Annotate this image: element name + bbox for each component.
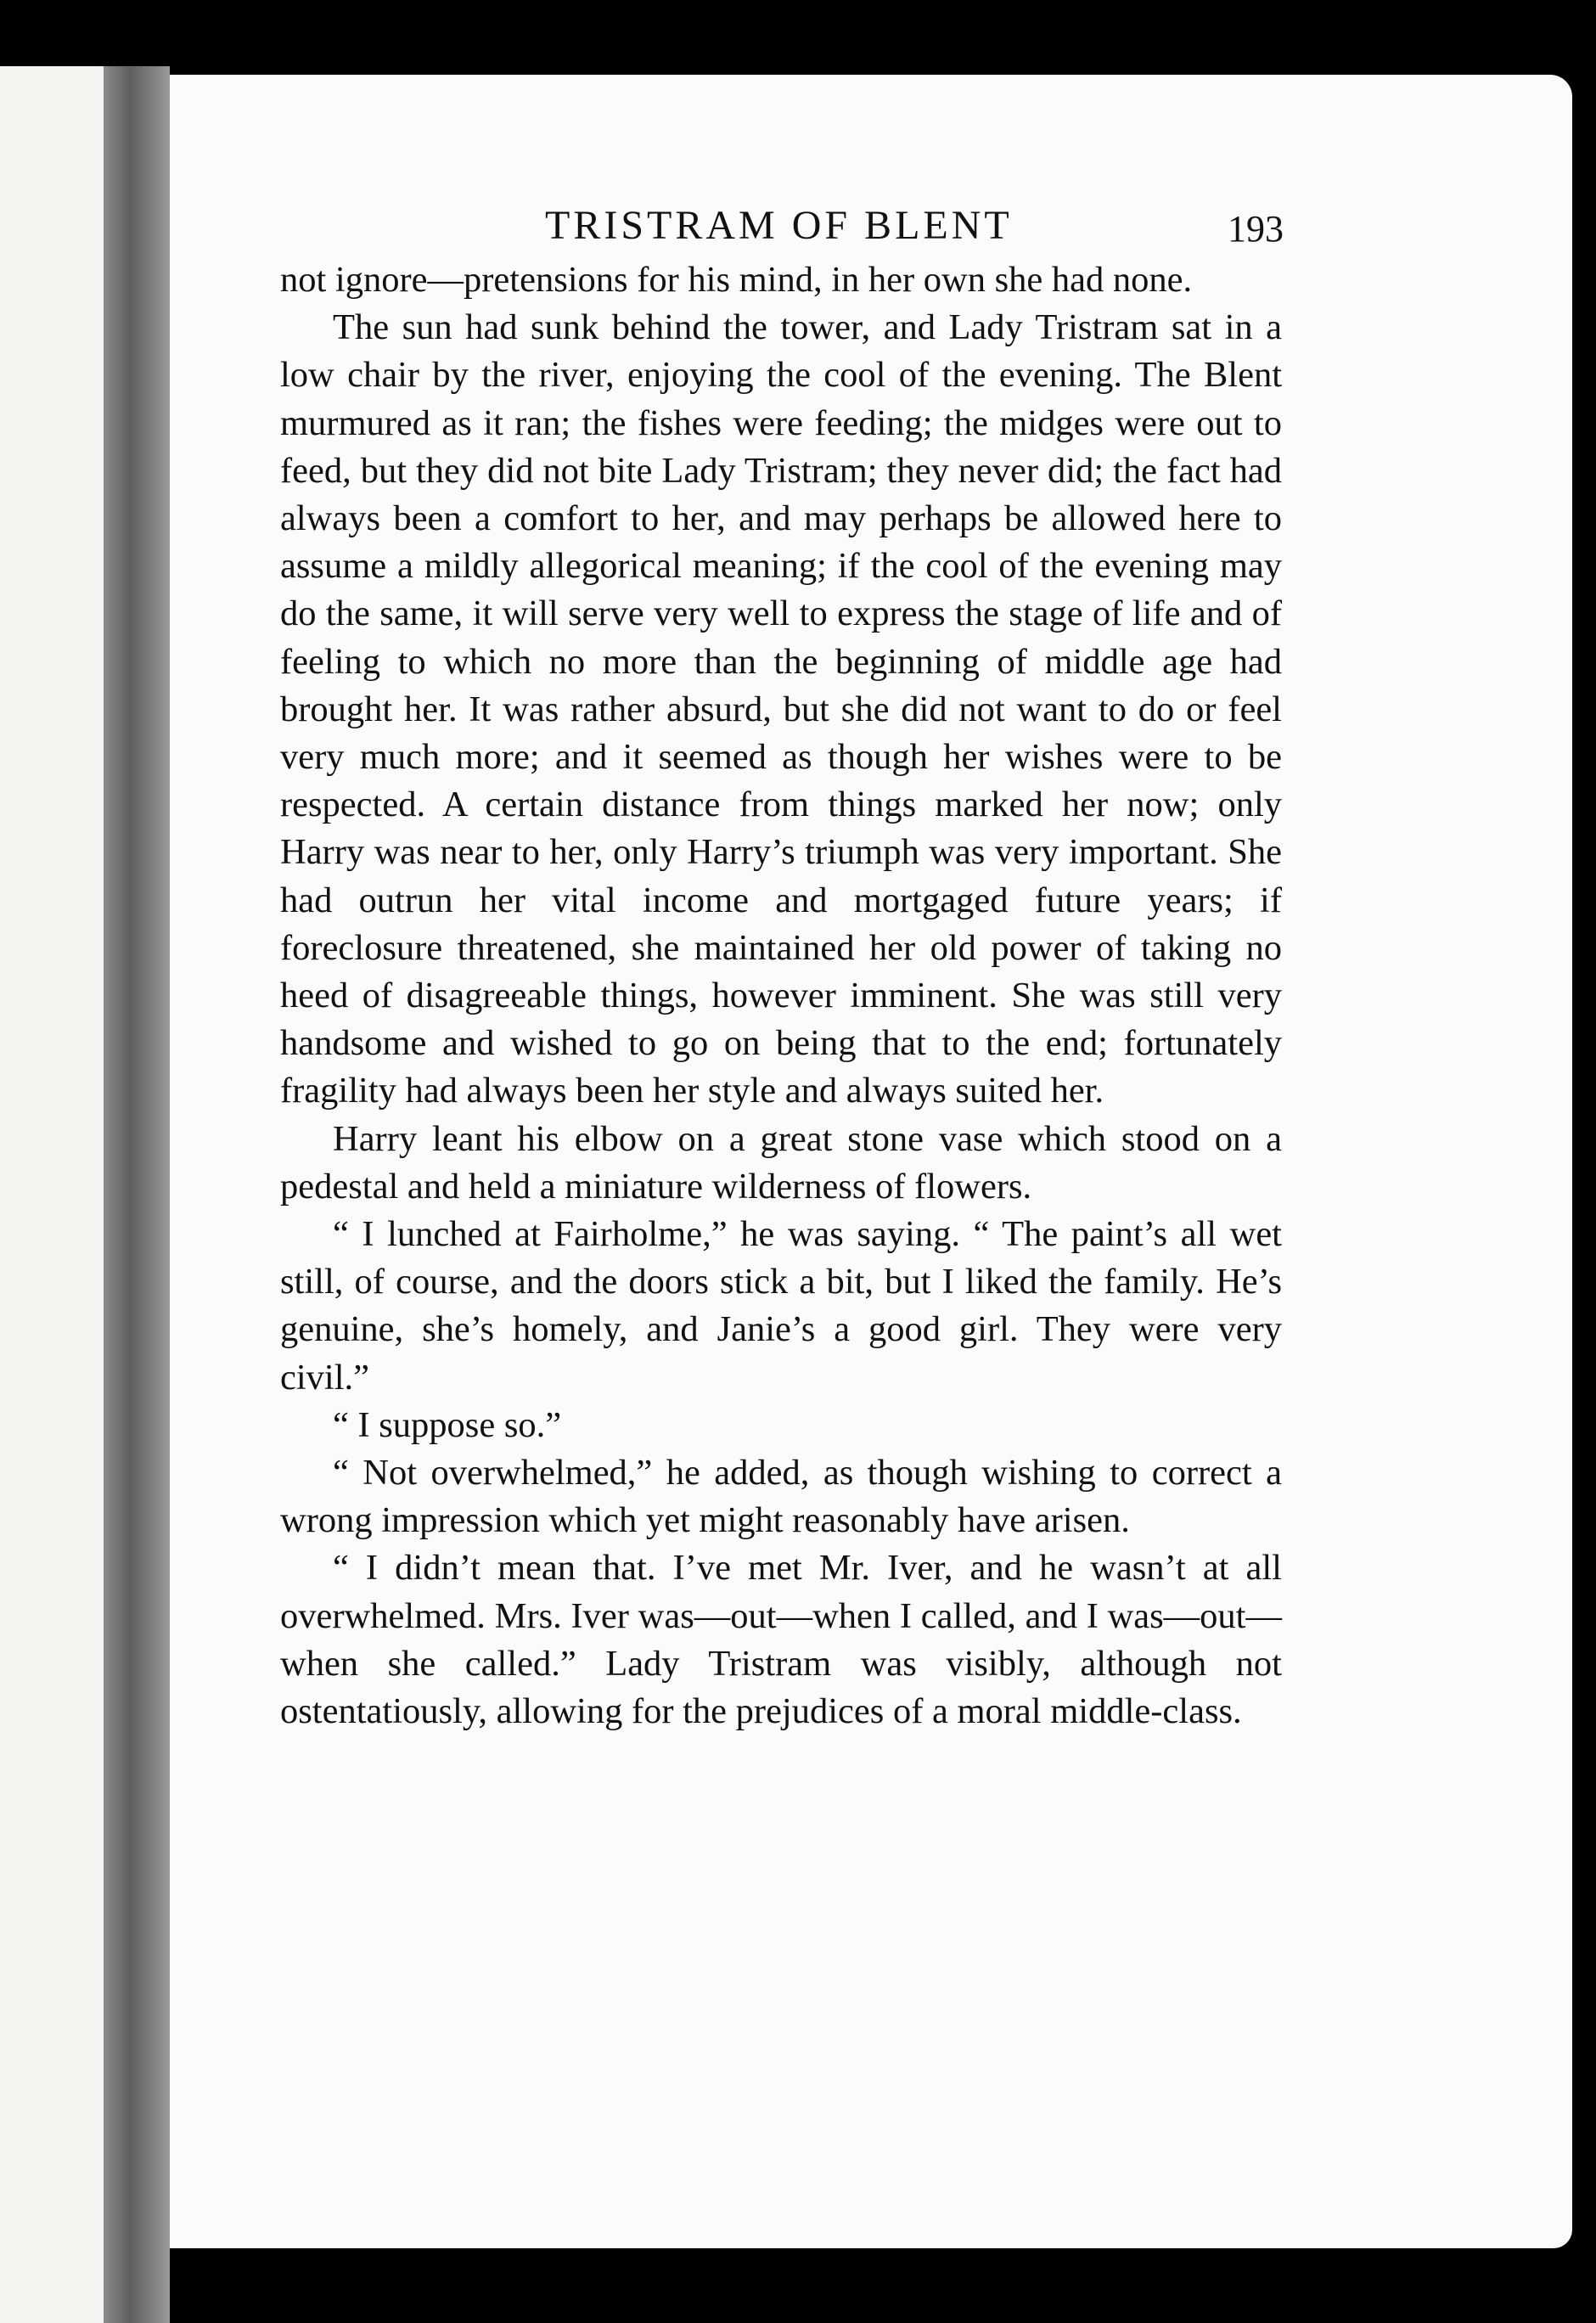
running-title: TRISTRAM OF BLENT bbox=[545, 203, 1013, 248]
paragraph: “ Not overwhelmed,” he added, as though wishing to correct a wrong impression which yet might reasonably have arisen. bbox=[280, 1453, 1282, 1541]
page-header bbox=[170, 202, 1401, 253]
paragraph: “ I didn’t mean that. I’ve met Mr. Iver, and he wasn’t at all overwhelmed. Mrs. Iver was—out—when I called, and I was—out—when she called.” Lady Tristram was visibly, although not ostentatiously, allowing for the prejudices of a moral middle-class. bbox=[280, 1548, 1282, 1732]
paragraph: “ I lunched at Fairholme,” he was saying. “ The paint’s all wet still, of course, and the doors stick a bit, but I liked the family. He’s genuine, she’s homely, and Janie’s a good girl. They were very civil.” bbox=[280, 1214, 1282, 1398]
paragraph: not ignore—pretensions for his mind, in her own she had none. bbox=[280, 260, 1193, 300]
book-gutter bbox=[104, 66, 170, 2323]
paragraph: Harry leant his elbow on a great stone vase which stood on a pedestal and held a miniature wilderness of flowers. bbox=[280, 1118, 1282, 1206]
paragraph: “ I suppose so.” bbox=[333, 1404, 562, 1445]
page-number: 193 bbox=[1228, 208, 1284, 250]
paragraph: The sun had sunk behind the tower, and Lady Tristram sat in a low chair by the river, enjoying the cool of the evening. The Blent murmured as it ran; the fishes were feeding; the midges were out to feed, but they did not bite Lady Tristram; they never did; the fact had always been a comfort to her, and may perhaps be allowed here to assume a mildly allegorical meaning; if the cool of the evening may do the same, it will serve very well to express the stage of life and of feeling to which no more than the beginning of middle age had brought her. It was rather absurd, but she did not want to do or feel very much more; and it seemed as though her wishes were to be respected. A certain distance from things marked her now; only Harry was near to her, only Harry’s triumph was very important. She had outrun her vital income and mortgaged future years; if foreclosure threatened, she maintained her old power of taking no heed of disagreeable things, however imminent. She was still very handsome and wished to go on being that to the end; fortunately fragility had always been her style and always suited her. bbox=[280, 307, 1282, 1111]
book-page bbox=[170, 75, 1572, 2248]
body-text bbox=[280, 256, 1282, 1735]
